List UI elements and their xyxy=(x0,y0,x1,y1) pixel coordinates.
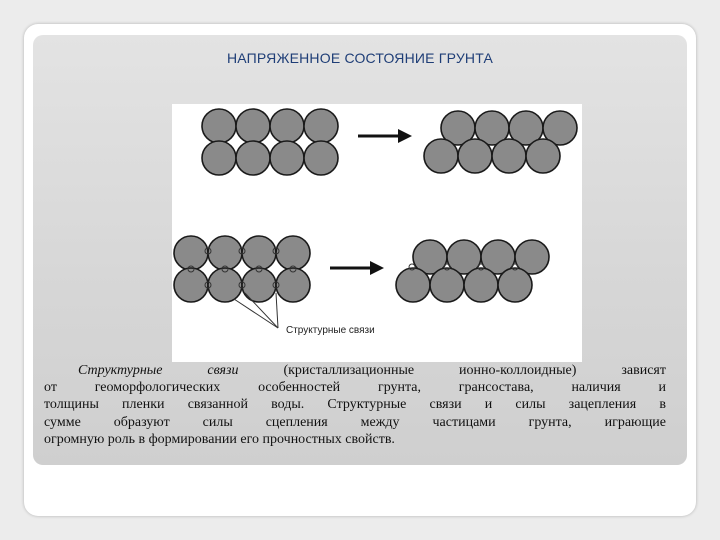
bottom-arrow xyxy=(330,261,384,275)
top-arrow xyxy=(358,129,412,143)
paragraph-line-4: сумме образуют силы сцепления между частицами грунта, играющие xyxy=(44,414,666,430)
particles-diagram xyxy=(172,104,582,362)
paragraph-line-3: толщины пленки связанной воды. Структурные связи и силы зацепления в xyxy=(44,397,666,413)
paragraph-line-1 xyxy=(44,362,666,379)
paragraph-line-2: от геоморфологических особенностей грунта, грансостава, наличия и xyxy=(44,380,666,396)
paragraph-line-1-rest: (кристаллизационные ионно-коллоидные) зависят xyxy=(238,363,666,378)
slide-title: НАПРЯЖЕННОЕ СОСТОЯНИЕ ГРУНТА xyxy=(226,50,494,66)
top-right-particles xyxy=(424,111,577,173)
bottom-right-particles xyxy=(396,240,549,302)
particles-figure xyxy=(172,104,582,362)
paragraph-line-5: огромную роль в формировании его прочностных свойств. xyxy=(44,431,395,447)
callout-label: Структурные связи xyxy=(286,325,375,336)
term-structural-bonds: Структурные связи xyxy=(78,363,239,378)
top-left-particles xyxy=(202,109,338,175)
body-paragraph xyxy=(44,362,666,448)
